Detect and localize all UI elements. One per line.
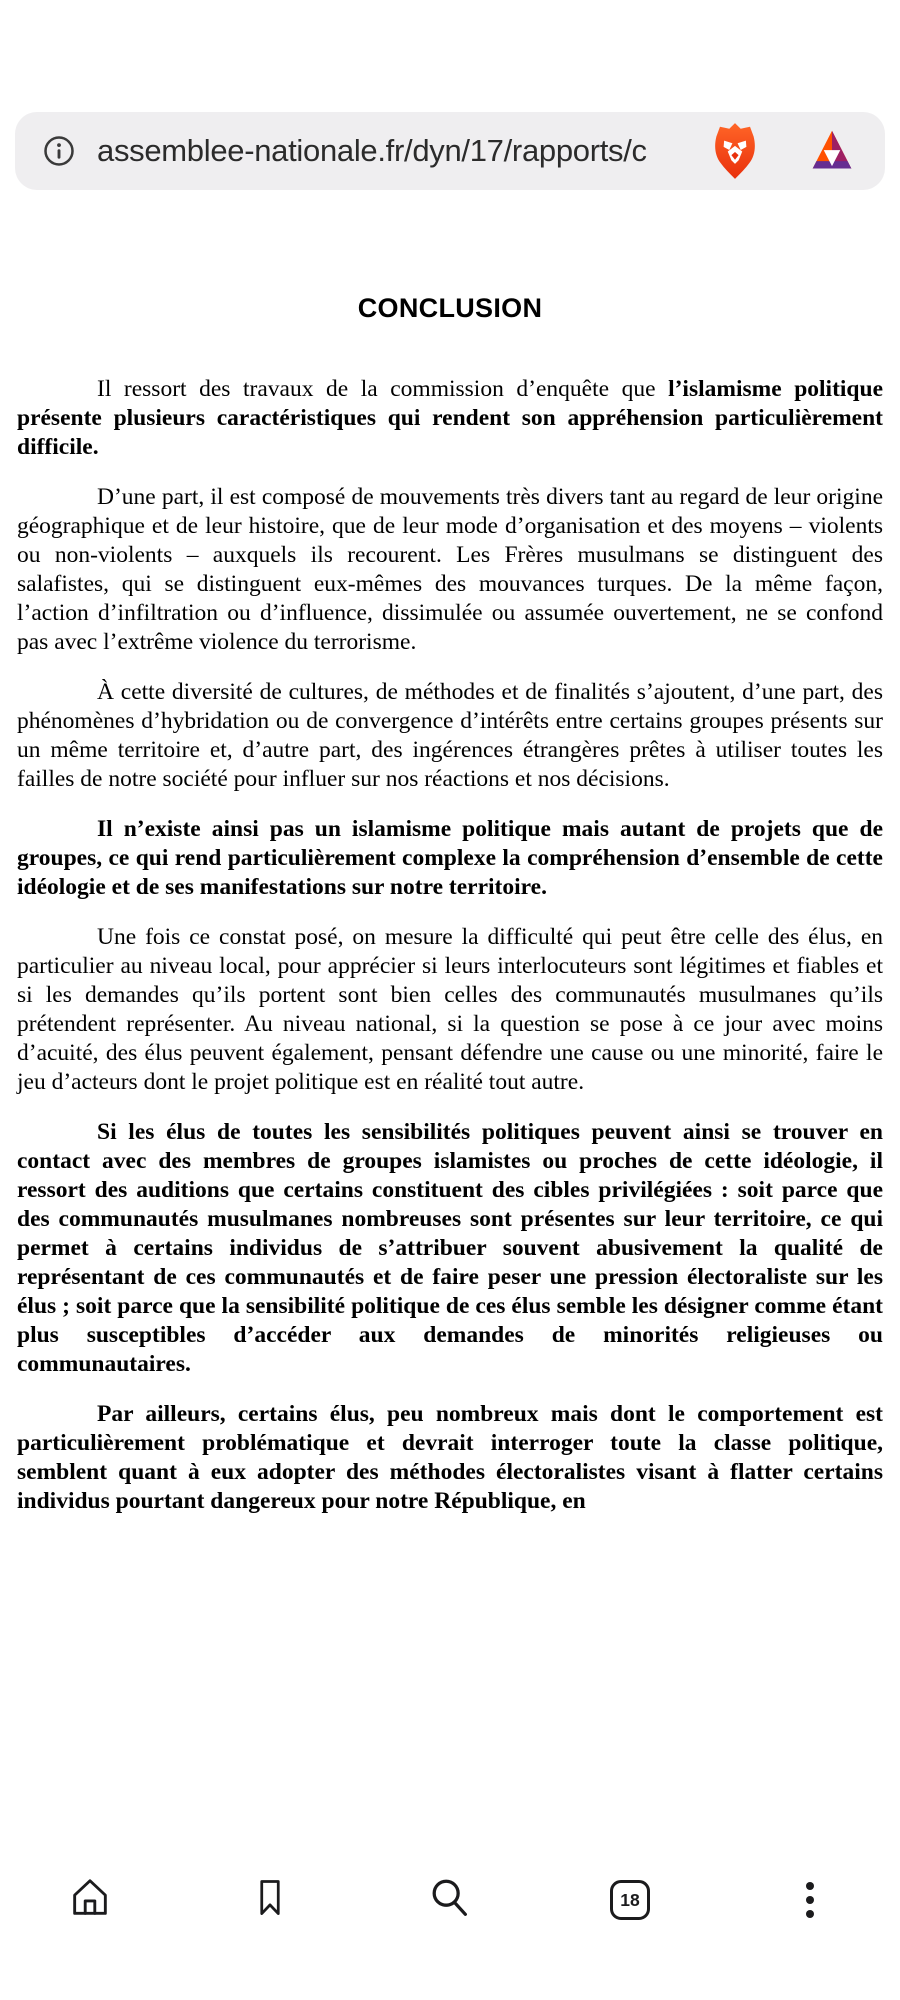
paragraph-2: D’une part, il est composé de mouvements très divers tant au regard de leur origine géographique et de leur histoire, que de leur mode d’organisation et des moyens – violents ou non-violents – auxquels ils recourent. Les Frères musulmans se distinguent des salafistes, qui se distinguent eux-mêmes des mouvances turques. De la même façon, l’action d’infiltration ou d’influence, dissimulée ou assumée ouvertement, ne se confond pas avec l’extrême violence du terrorisme. xyxy=(17,484,883,655)
url-bar[interactable] xyxy=(15,112,885,190)
tab-count-label: 18 xyxy=(620,1889,640,1910)
search-icon xyxy=(427,1875,473,1926)
paragraph-6: Si les élus de toutes les sensibilités politiques peuvent ainsi se trouver en contact avec des membres de groupes islamistes ou proches de cette idéologie, il ressort des auditions que certains constituent des cibles privilégiées : soit parce que des communautés musulmanes nombreuses sont présentes sur leur territoire, ce qui permet à certains individus de s’attribuer souvent abusivement la qualité de représentant de ces communautés et de faire peser une pression électoraliste sur les élus ; soit parce que la sensibilité politique de ces élus semble les désigner comme étant plus susceptibles d’accéder aux demandes de minorités religieuses ou communautaires. xyxy=(17,1119,883,1377)
home-button[interactable] xyxy=(57,1867,123,1933)
kebab-menu-icon xyxy=(806,1882,814,1918)
bottom-navigation-bar xyxy=(0,1862,900,1938)
brave-shields-icon[interactable] xyxy=(709,121,761,181)
bat-rewards-icon[interactable] xyxy=(807,128,857,174)
paragraph-1-bold: l’islamisme politique présente plusieurs caractéristiques qui rendent son appréhension particulièrement difficile. xyxy=(17,376,883,460)
page-title: CONCLUSION xyxy=(357,293,543,323)
tab-counter xyxy=(610,1880,650,1920)
tabs-button[interactable] xyxy=(597,1867,663,1933)
paragraph-4: Il n’existe ainsi pas un islamisme politique mais autant de projets que de groupes, ce qui rend particulièrement complexe la compréhension d’ensemble de cette idéologie et de ses manifestations sur notre territoire. xyxy=(17,816,883,900)
bookmarks-button[interactable] xyxy=(237,1867,303,1933)
search-button[interactable] xyxy=(417,1867,483,1933)
paragraph-1 xyxy=(17,375,883,462)
paragraph-5: Une fois ce constat posé, on mesure la difficulté qui peut être celle des élus, en particulier au niveau local, pour apprécier si leurs interlocuteurs sont légitimes et fiables et si les demandes qu’ils portent sont bien celles des communautés musulmanes qu’ils prétendent représenter. Au niveau national, si la question se pose à ce jour avec moins d’acuité, des élus peuvent également, pensant défendre une cause ou une minorité, faire le jeu d’acteurs dont le projet politique est en réalité tout autre. xyxy=(17,924,883,1095)
page-info-icon[interactable] xyxy=(41,133,77,169)
paragraph-1-normal: Il ressort des travaux de la commission d’enquête que xyxy=(97,376,669,402)
paragraph-3: À cette diversité de cultures, de méthodes et de finalités s’ajoutent, d’une part, des phénomènes d’hybridation ou de convergence d’intérêts entre certains groupes présents sur un même territoire et, d’autre part, des ingérences étrangères prêtes à utiliser toutes les failles de notre société pour influer sur nos réactions et nos décisions. xyxy=(17,679,883,792)
document-page xyxy=(17,292,883,1537)
paragraph-7: Par ailleurs, certains élus, peu nombreux mais dont le comportement est particulièrement problématique et devrait interroger toute la classe politique, semblent quant à eux adopter des méthodes électoralistes visant à flatter certains individus pourtant dangereux pour notre République, en xyxy=(17,1401,883,1514)
url-text: assemblee-nationale.fr/dyn/17/rapports/c xyxy=(97,133,647,168)
menu-button[interactable] xyxy=(777,1867,843,1933)
bookmark-icon xyxy=(248,1876,292,1925)
home-icon xyxy=(67,1875,113,1926)
